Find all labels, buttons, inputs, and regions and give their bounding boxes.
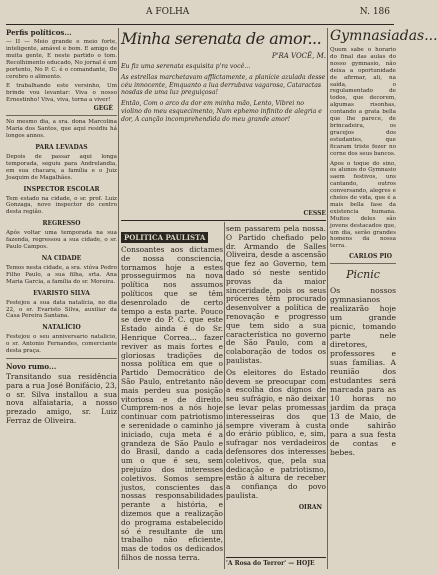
article-levadas bbox=[6, 143, 117, 182]
column-left bbox=[6, 28, 117, 569]
article-text: Depois de passar aqui longa temporada, seguiu para Andrelandia, em sua chacara, a família e o Juiz Joaquim de Magalhães. bbox=[6, 153, 117, 181]
article-heading: INSPECTOR ESCOLAR bbox=[23, 185, 100, 193]
poem-stanza: As estrellas marchetavam afflictamente, a planície azulada desse céu innocente, Emquanto a lua derrubava vagarosa, Cataractas nosdas de uma luz preguiçosa! bbox=[121, 73, 326, 97]
column-gymnasiadas bbox=[330, 28, 438, 569]
article-text: Após voltar uma temporada na sua fazenda, regressou a sua cidade, o sr. Paulo Campos. bbox=[6, 230, 117, 251]
article-text: Temos nesta cidade, a sra. viúva Pedro Filho Paulo, a sua filha, srta. Ana Maria Garcia, a família do sr. Moreira. bbox=[6, 264, 117, 285]
poem-rule bbox=[121, 220, 326, 221]
article-evaristo bbox=[6, 289, 117, 321]
article-note bbox=[6, 119, 117, 140]
article-novo-rumo bbox=[6, 362, 117, 426]
article-text: Quem sabe o horario do final das aulas do nosso gymnasio, não deixa a oportunidade de afirmar, ali, na saída, o regulamentado de todos, que decorem, algumas risonhas, contando a grata bella que lhe parece, de brincadeira, os gracejos dos estudantes, que ficaram triste fezer no cerne dos seus bancos. bbox=[330, 47, 396, 157]
cinema-ad: 'A Rosa do Terror' — HOJE bbox=[226, 557, 326, 567]
section-heading: Gymnasiadas... bbox=[330, 28, 438, 44]
article-signature: CARLOS PIO bbox=[349, 253, 392, 261]
article-text: Tem estado na cidade, o sr. prof. Luiz Gonzaga, novo inspector do centro desta região. bbox=[6, 195, 117, 216]
article-heading: EVARISTO SILVA bbox=[33, 289, 90, 297]
section-heading: Picnic bbox=[346, 268, 380, 282]
article-verse bbox=[6, 83, 117, 112]
separator bbox=[6, 115, 117, 116]
poem-stanza: Então, Com o arco da dor em minha mão, Lento, Vibrei no violino do meu esquecimento, Num ephemo infinito de alegria e dor, A canção incomprehendida do meu grande amor! bbox=[121, 100, 322, 123]
column-divider bbox=[224, 222, 225, 569]
page-header bbox=[6, 0, 394, 22]
article-text: Festejou o seu anniversario natalicio, o sr. Antonio Fernandes, comerciante desta praça. bbox=[6, 334, 117, 355]
article-heading: Novo rumo... bbox=[6, 362, 57, 372]
poem-dedication: P'RA VOCÊ, M. bbox=[271, 52, 326, 60]
header-rule bbox=[6, 24, 394, 25]
article-text: — II — Meio grande e meio forte, inteligente, amável e bom. E amigo de muita gente, E neste partido o tom. Recolhimento educado, No jornal é um portento, No P. C. é o comandante, Do cerebro o alimento. bbox=[6, 39, 117, 80]
article-heading: Perfis políticos... bbox=[6, 28, 72, 37]
article-inspector bbox=[6, 185, 117, 217]
article-text: sem passarem pela nossa. O Partido chefiado pelo dr. Armando de Salles Oliveira, desde a ascensão que fez ao Governo, tem dado só neste sentido provas da maior sinceridade, pois os seus próceres têm procurado desenvolver a política de renovação e progresso que tem sido a sua característica no governo de São Paulo, com a colaboração de todos os paulistas. bbox=[226, 224, 326, 365]
article-text: Apos o toque do sino, os alunos do Gymnasio saem festivos, uns cantando, outros conversando, alegres e cheios de vida, que é a mais bella fase da existencia humana. Muitos deles são jovens destacados que, um dia, serão grandes homens da nossa terra. bbox=[330, 160, 396, 250]
section-label: POLITICA PAULISTA bbox=[121, 232, 208, 243]
article-regresso bbox=[6, 219, 117, 251]
article-heading: REGRESSO bbox=[42, 220, 81, 228]
separator bbox=[330, 263, 396, 264]
article-heading: PARA LEVADAS bbox=[35, 143, 88, 151]
poem-title: Minha serenata de amor... bbox=[121, 29, 322, 48]
column-divider bbox=[327, 28, 328, 569]
column-divider bbox=[118, 28, 119, 569]
article-text: No mesmo dia, a sra. dona Marcolina Maria dos Santos, que aqui residiu há longos annos. bbox=[6, 119, 117, 139]
poem-body bbox=[121, 63, 326, 127]
column-politics bbox=[121, 225, 223, 569]
column-politics-continued bbox=[226, 225, 326, 555]
poem-stanza: Eu fiz uma serenata esquisita p'ra você... bbox=[121, 63, 251, 70]
article-text: Os eleitores do Estado devem se preocupar com a escolha dos dignos de seu sufrágio, e não deixar se levar pelas promessas interesseiras dos que sempre viveram à custa do erário público, e, sim, sufragar nos verdadeiros defensores dos interesses coletivos, que, pela sua dedicação e patriotismo, estão à altura de receber a confiança do povo paulista. bbox=[226, 367, 326, 500]
article-natalicio bbox=[6, 323, 117, 355]
article-signature: OIRAN bbox=[298, 503, 322, 511]
article-heading: NATALÍCIO bbox=[42, 324, 81, 332]
article-text: Consoantes aos dictames de nossa consciencia, tornamos hoje a estes prosseguirmos na nova política nos assumos políticos que se têm desenrolado de certo tempo a esta parte. Pouco se deve do P. C. que este Estado ainda é do Sr. Henrique Correa... fazer reviver as mais fortes e gloriosas tradições de nossa política em que o Partido Democrático de São Paulo, entretanto não mais perdeu sua posição vitoriosa e de direito. Cumprem-nos a nós hoje continuar com patriotismo e serenidade o caminho já iniciado, cuja meta é a grandeza de São Paulo e do Brasil, dando a cada um o que é seu, sem prejuízo dos interesses coletivos. Somos sempre justos, conscientes das nossas responsabilidades perante a história, e dizemos que a realização do programa estabelecido só é resultante de um trabalho não eficiente, mas de todos os dedicados filhos de nossa terra. bbox=[121, 245, 223, 562]
separator bbox=[6, 358, 117, 359]
issue-number: N. 186 bbox=[359, 7, 390, 17]
article-cidade bbox=[6, 254, 117, 286]
article-text: Transitando sua residência para a rua José Bonifácio, 23, o sr. Silva installou a sua nova alfaiataria, a nosso prezado amigo, sr. Luiz Ferraz de Oliveira. bbox=[6, 372, 117, 426]
article-perfis bbox=[6, 28, 117, 80]
article-text: E trabalhando este versinho, Um brinde vou levantar: Viva o nosso Ernestinho! Viva, viva, torna a viver! bbox=[6, 83, 117, 104]
article-text: Os nossos gymnasianos realizarão hoje um grande picnic, tomando parte nele diretores, professores e suas famílias. A reunião dos estudantes será marcada para as 10 horas no jardim da praça 13 de Maio, de onde sahirão para a sua festa de contas e bebes. bbox=[330, 286, 396, 458]
article-text: Festejou a sua data natalícia, no dia 22, o sr. Evaristo Silva, auxiliar da Casa Pereira Santana. bbox=[6, 299, 117, 320]
masthead-title: A FOLHA bbox=[146, 7, 190, 17]
article-signature: GEGÉ bbox=[93, 105, 113, 113]
article-heading: NA CIDADE bbox=[41, 254, 82, 262]
poem-signature: CESSE bbox=[303, 210, 326, 217]
